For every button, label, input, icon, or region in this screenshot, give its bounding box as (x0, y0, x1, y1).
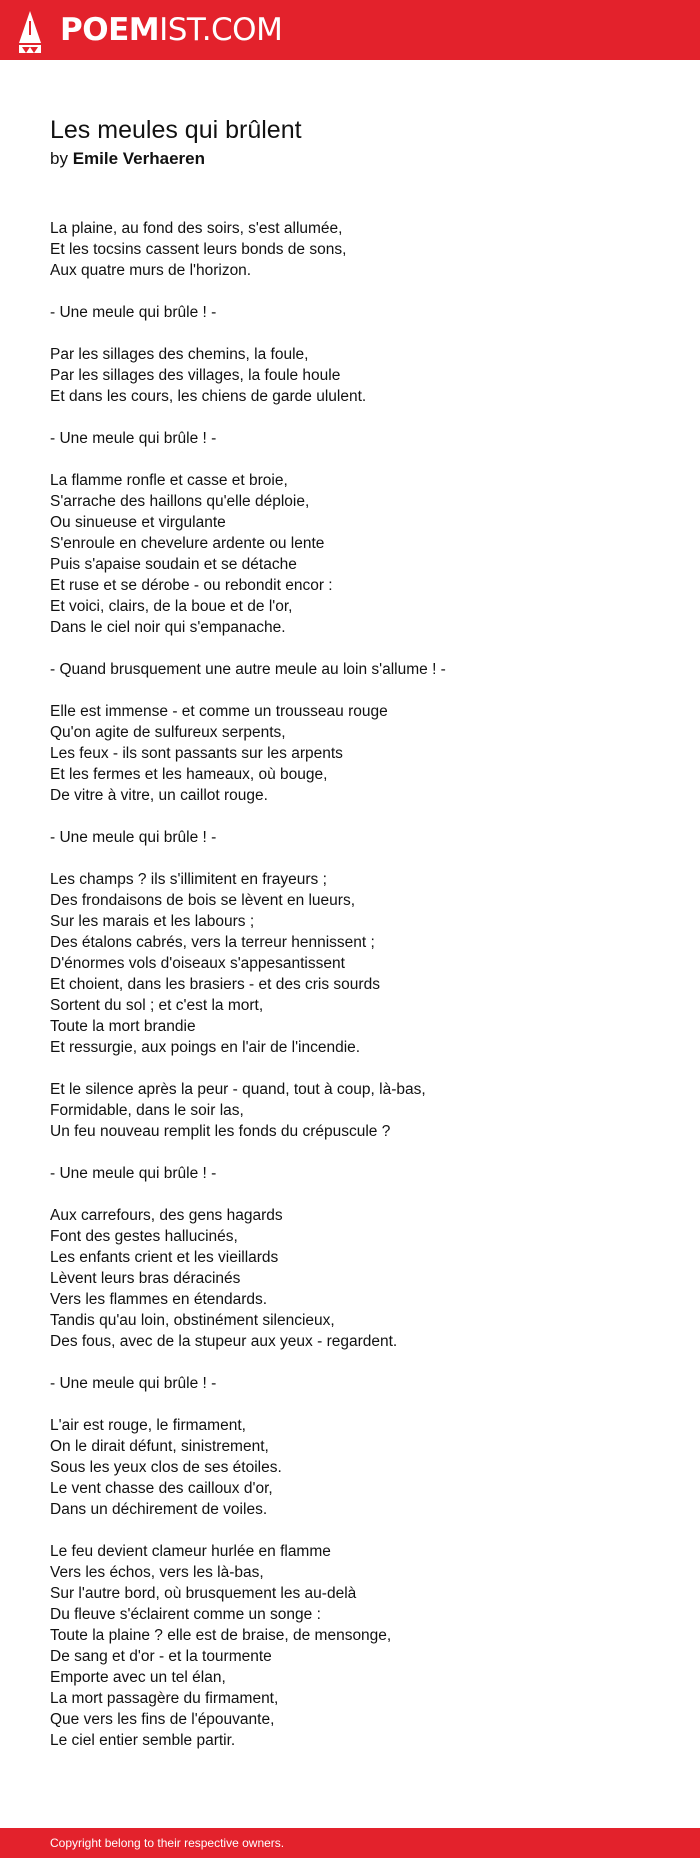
poem-line: - Une meule qui brûle ! - (50, 1165, 217, 1182)
poem-line: La flamme ronfle et casse et broie, (50, 472, 288, 489)
poem-line: - Une meule qui brûle ! - (50, 304, 217, 321)
poem-body (50, 218, 446, 1751)
poem-line: Qu'on agite de sulfureux serpents, (50, 724, 286, 741)
poem-line: Sortent du sol ; et c'est la mort, (50, 997, 264, 1014)
poem-line: Et le silence après la peur - quand, tout à coup, là-bas, (50, 1081, 426, 1098)
poem-stanza (50, 869, 446, 1058)
poem-line: Tandis qu'au loin, obstinément silencieux, (50, 1312, 335, 1329)
poem-line: Le vent chasse des cailloux d'or, (50, 1480, 273, 1497)
by-label: by (50, 149, 68, 168)
poem-line: Le ciel entier semble partir. (50, 1732, 236, 1749)
poem-stanza (50, 659, 446, 680)
poem-line: Et ruse et se dérobe - ou rebondit encor : (50, 577, 333, 594)
poem-line: Dans le ciel noir qui s'empanache. (50, 619, 286, 636)
poem-line: D'énormes vols d'oiseaux s'appesantissent (50, 955, 345, 972)
poem-line: Aux carrefours, des gens hagards (50, 1207, 283, 1224)
poem-line: Toute la plaine ? elle est de braise, de mensonge, (50, 1627, 392, 1644)
poem-line: Et voici, clairs, de la boue et de l'or, (50, 598, 293, 615)
poem-line: La plaine, au fond des soirs, s'est allumée, (50, 220, 343, 237)
poem-line: Ou sinueuse et virgulante (50, 514, 226, 531)
poem-stanza (50, 1541, 446, 1751)
poem-line: Et dans les cours, les chiens de garde ululent. (50, 388, 367, 405)
poem-line: Vers les échos, vers les là-bas, (50, 1564, 264, 1581)
poem-line: - Une meule qui brûle ! - (50, 430, 217, 447)
poem-line: Par les sillages des villages, la foule houle (50, 367, 341, 384)
copyright-text: Copyright belong to their respective owners. (50, 1836, 285, 1850)
site-footer (0, 1828, 700, 1858)
poem-line: Aux quatre murs de l'horizon. (50, 262, 252, 279)
poem-line: On le dirait défunt, sinistrement, (50, 1438, 269, 1455)
poem-stanza (50, 1163, 446, 1184)
poem-line: Elle est immense - et comme un trousseau rouge (50, 703, 388, 720)
poem-line: Et ressurgie, aux poings en l'air de l'incendie. (50, 1039, 361, 1056)
poem-line: Formidable, dans le soir las, (50, 1102, 244, 1119)
poem-stanza (50, 1079, 446, 1142)
poem-line: Sur les marais et les labours ; (50, 913, 255, 930)
poem-stanza (50, 1373, 446, 1394)
poem-line: Des fous, avec de la stupeur aux yeux - regardent. (50, 1333, 398, 1350)
poem-line: - Quand brusquement une autre meule au loin s'allume ! - (50, 661, 446, 678)
poem-line: Par les sillages des chemins, la foule, (50, 346, 309, 363)
poem-stanza (50, 218, 446, 281)
poem-line: Toute la mort brandie (50, 1018, 196, 1035)
poem-line: S'enroule en chevelure ardente ou lente (50, 535, 325, 552)
poem-line: Le feu devient clameur hurlée en flamme (50, 1543, 331, 1560)
poem-line: Sur l'autre bord, où brusquement les au-delà (50, 1585, 357, 1602)
poem-line: Lèvent leurs bras déracinés (50, 1270, 241, 1287)
poem-line: Et les tocsins cassent leurs bonds de sons, (50, 241, 347, 258)
poem-line: S'arrache des haillons qu'elle déploie, (50, 493, 310, 510)
pen-nib-icon[interactable] (16, 9, 44, 53)
poem-line: De vitre à vitre, un caillot rouge. (50, 787, 268, 804)
poem-stanza (50, 302, 446, 323)
poem-stanza (50, 1415, 446, 1520)
site-logo[interactable] (60, 11, 282, 49)
poem-line: De sang et d'or - et la tourmente (50, 1648, 272, 1665)
site-header (0, 0, 700, 60)
poem-line: L'air est rouge, le firmament, (50, 1417, 246, 1434)
poem-line: Un feu nouveau remplit les fonds du crépuscule ? (50, 1123, 391, 1140)
poem-line: Des frondaisons de bois se lèvent en lueurs, (50, 892, 356, 909)
poem-stanza (50, 701, 446, 806)
poem-byline (50, 148, 205, 170)
poem-line: Vers les flammes en étendards. (50, 1291, 268, 1308)
poem-author: Emile Verhaeren (72, 149, 206, 168)
poem-line: - Une meule qui brûle ! - (50, 1375, 217, 1392)
poem-line: La mort passagère du firmament, (50, 1690, 279, 1707)
poem-line: Les champs ? ils s'illimitent en frayeurs ; (50, 871, 327, 888)
poem-line: Dans un déchirement de voiles. (50, 1501, 268, 1518)
poem-title: Les meules qui brûlent (50, 116, 302, 144)
poem-line: Que vers les fins de l'épouvante, (50, 1711, 275, 1728)
poem-line: - Une meule qui brûle ! - (50, 829, 217, 846)
poem-stanza (50, 1205, 446, 1352)
poem-line: Des étalons cabrés, vers la terreur hennissent ; (50, 934, 375, 951)
poem-line: Et les fermes et les hameaux, où bouge, (50, 766, 328, 783)
poem-line: Emporte avec un tel élan, (50, 1669, 226, 1686)
poem-stanza (50, 470, 446, 638)
poem-stanza (50, 428, 446, 449)
poem-line: Sous les yeux clos de ses étoiles. (50, 1459, 282, 1476)
logo-bold-text: POEM (60, 12, 160, 48)
poem-line: Puis s'apaise soudain et se détache (50, 556, 297, 573)
poem-line: Les feux - ils sont passants sur les arpents (50, 745, 343, 762)
poem-line: Du fleuve s'éclairent comme un songe : (50, 1606, 321, 1623)
poem-stanza (50, 827, 446, 848)
poem-line: Font des gestes hallucinés, (50, 1228, 238, 1245)
poem-stanza (50, 344, 446, 407)
logo-light-text: IST.COM (159, 12, 283, 48)
poem-line: Et choient, dans les brasiers - et des cris sourds (50, 976, 380, 993)
poem-line: Les enfants crient et les vieillards (50, 1249, 279, 1266)
